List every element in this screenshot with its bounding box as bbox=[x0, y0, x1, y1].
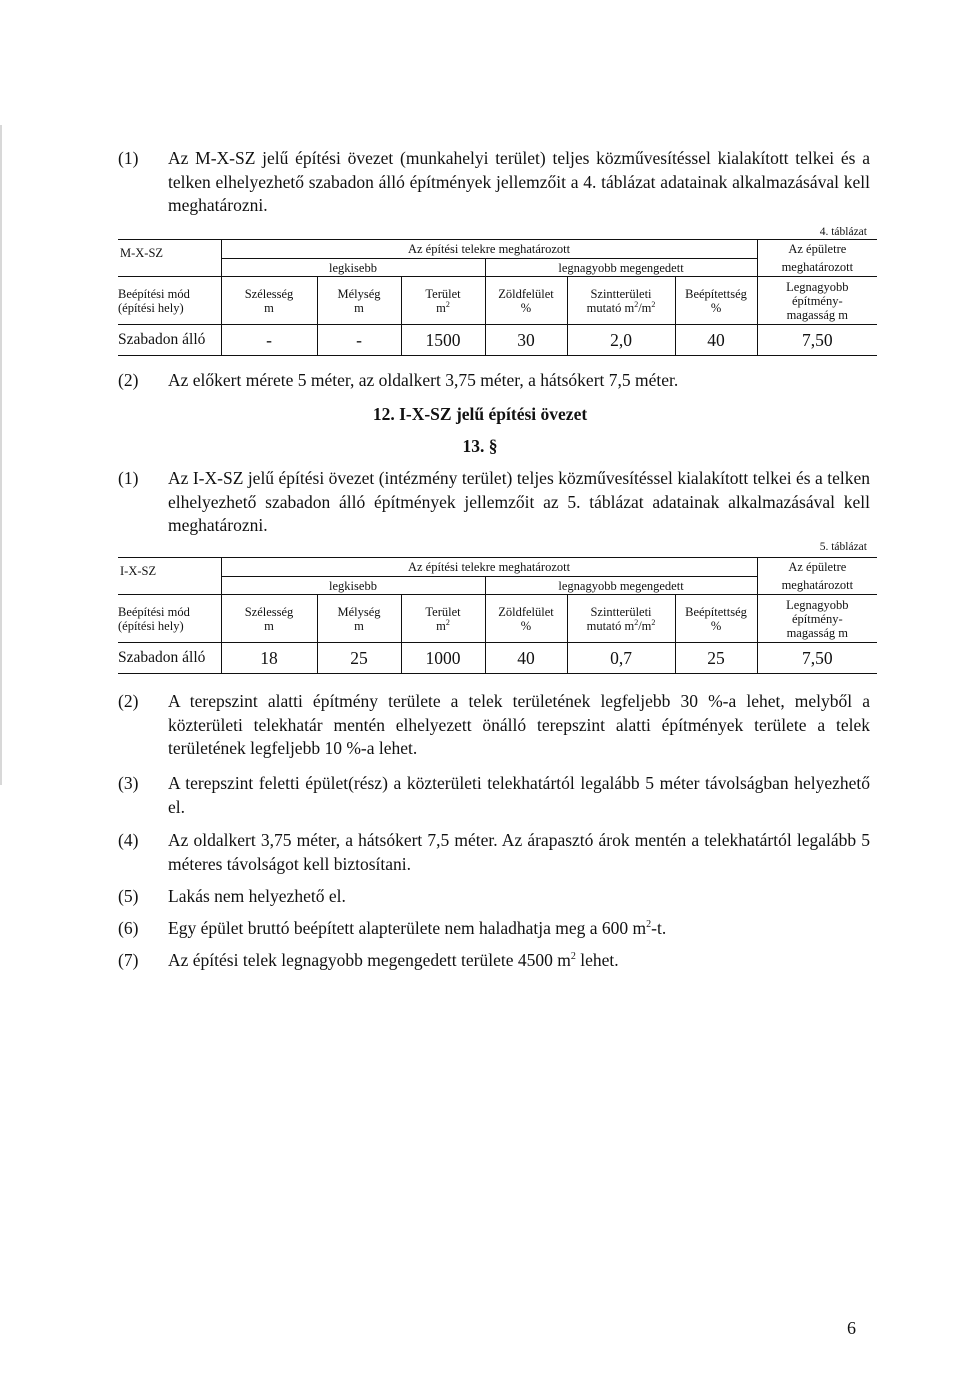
group-header: Az építési telekre meghatározott bbox=[221, 558, 757, 577]
value-floor-ratio: 2,0 bbox=[567, 325, 675, 356]
paragraph-number: (2) bbox=[118, 691, 139, 711]
col-green: Zöldfelület % bbox=[485, 277, 567, 325]
group-header: Az építési telekre meghatározott bbox=[221, 240, 757, 259]
paragraph-text: Az M-X-SZ jelű építési övezet (munkahelyi terület) teljes közművesítéssel kialakított telkei és a telken elhelyezhető szabadon álló építmények jellemzőit a 4. táblázat adatainak alkalmazásával kell meghatározni. bbox=[168, 148, 870, 215]
sub-header-min: legkisebb bbox=[221, 577, 485, 595]
value-area: 1500 bbox=[401, 325, 485, 356]
paragraph-number: (4) bbox=[118, 830, 139, 850]
col-depth: Mélység m bbox=[317, 277, 401, 325]
col-width: Szélesség m bbox=[221, 277, 317, 325]
value-green: 30 bbox=[485, 325, 567, 356]
paragraph-2 bbox=[118, 369, 870, 393]
col-area: Terület $m^2$ bbox=[401, 595, 485, 643]
group-right-header-2: meghatározott bbox=[757, 259, 877, 277]
col-height: Legnagyobb építmény- magasság m bbox=[757, 277, 877, 325]
group-right-header-2: meghatározott bbox=[757, 577, 877, 595]
zone-code: I-X-SZ bbox=[118, 558, 221, 595]
group-right-header: Az épületre bbox=[757, 240, 877, 259]
zone-code: M-X-SZ bbox=[118, 240, 221, 277]
zoning-table-5 bbox=[118, 557, 877, 674]
sub-header-min: legkisebb bbox=[221, 259, 485, 277]
paragraph-text: Lakás nem helyezhető el. bbox=[168, 886, 346, 906]
value-coverage: 40 bbox=[675, 325, 757, 356]
paragraph-number: (6) bbox=[118, 918, 139, 938]
paragraph-text: Az I-X-SZ jelű építési övezet (intézmény terület) teljes közművesítéssel kialakított telkei és a telken elhelyezhető szabadon álló építmények jellemzőit az 5. táblázat adatainak alkalmazásával kell meghatározni. bbox=[168, 468, 870, 535]
paragraph-number: (5) bbox=[118, 886, 139, 906]
value-width: - bbox=[221, 325, 317, 356]
col-floor-ratio: Szintterületi mutató $m^2/m^2$ bbox=[567, 595, 675, 643]
paragraph-sign-heading: 13. § bbox=[462, 436, 498, 456]
section-heading: 12. I-X-SZ jelű építési övezet bbox=[372, 404, 588, 424]
col-area: Terület $m^2$ bbox=[401, 277, 485, 325]
paragraph-number: (7) bbox=[118, 950, 139, 970]
value-width: 18 bbox=[221, 643, 317, 674]
mode-header: Beépítési mód (építési hely) bbox=[118, 277, 221, 325]
group-right-header: Az épületre bbox=[757, 558, 877, 577]
paragraph-text: Az oldalkert 3,75 méter, a hátsókert 7,5 méter. Az árapasztó árok mentén a telekhatártól legalább 5 méteres távolságot kell biztosítani. bbox=[168, 830, 870, 874]
paragraph-number: (2) bbox=[118, 370, 139, 390]
value-floor-ratio: 0,7 bbox=[567, 643, 675, 674]
paragraph-text: Az előkert mérete 5 méter, az oldalkert 3,75 méter, a hátsókert 7,5 méter. bbox=[168, 370, 679, 390]
value-height: 7,50 bbox=[757, 325, 877, 356]
sub-header-max: legnagyobb megengedett bbox=[485, 259, 757, 277]
sub-header-max: legnagyobb megengedett bbox=[485, 577, 757, 595]
value-depth: 25 bbox=[317, 643, 401, 674]
zoning-table-4 bbox=[118, 239, 877, 356]
col-coverage: Beépítettség % bbox=[675, 595, 757, 643]
paragraph-text: Egy épület bruttó beépített alapterülete nem haladhatja meg a 600 $m^2-t$. bbox=[168, 918, 667, 938]
col-height: Legnagyobb építmény- magasság m bbox=[757, 595, 877, 643]
paragraph-7 bbox=[118, 885, 870, 909]
paragraph-8 bbox=[118, 917, 870, 941]
paragraph-4 bbox=[118, 690, 870, 761]
col-coverage: Beépítettség % bbox=[675, 277, 757, 325]
paragraph-text: A terepszint feletti épület(rész) a közterületi telekhatártól legalább 5 méter távolságban helyezhető el. bbox=[168, 773, 870, 817]
paragraph-3 bbox=[118, 467, 870, 538]
value-height: 7,50 bbox=[757, 643, 877, 674]
paragraph-number: (1) bbox=[118, 468, 139, 488]
paragraph-6 bbox=[118, 829, 870, 876]
table-caption: 4. táblázat bbox=[819, 226, 867, 238]
value-green: 40 bbox=[485, 643, 567, 674]
col-green: Zöldfelület % bbox=[485, 595, 567, 643]
paragraph-1 bbox=[118, 147, 870, 218]
col-width: Szélesség m bbox=[221, 595, 317, 643]
paragraph-number: (1) bbox=[118, 148, 139, 168]
page-number: 6 bbox=[847, 1318, 856, 1338]
paragraph-5 bbox=[118, 772, 870, 819]
table-caption: 5. táblázat bbox=[819, 541, 867, 553]
mode-header: Beépítési mód (építési hely) bbox=[118, 595, 221, 643]
row-label: Szabadon álló bbox=[118, 325, 221, 356]
value-coverage: 25 bbox=[675, 643, 757, 674]
paragraph-number: (3) bbox=[118, 773, 139, 793]
paragraph-text: Az építési telek legnagyobb megengedett területe 4500 $m^2$ lehet. bbox=[168, 950, 619, 970]
row-label: Szabadon álló bbox=[118, 643, 221, 674]
value-depth: - bbox=[317, 325, 401, 356]
col-depth: Mélység m bbox=[317, 595, 401, 643]
value-area: 1000 bbox=[401, 643, 485, 674]
paragraph-9 bbox=[118, 949, 870, 973]
paragraph-text: A terepszint alatti építmény területe a telek területének legfeljebb 30 %-a lehet, melyből a közterületi telekhatár mentén elhelyezett önálló terepszint alatti építmények területe a telek területének legfeljebb 10 %-a lehet. bbox=[168, 691, 870, 758]
col-floor-ratio: Szintterületi mutató $m^2/m^2$ bbox=[567, 277, 675, 325]
